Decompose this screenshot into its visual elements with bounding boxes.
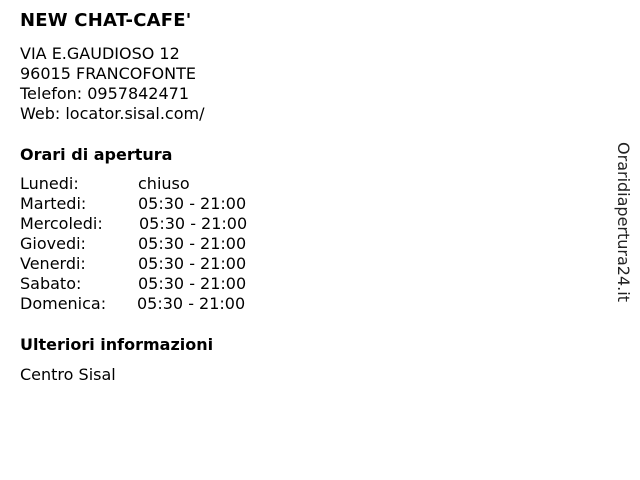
- store-address-block: [20, 44, 204, 124]
- day-hours: 05:30 - 21:00: [138, 194, 247, 213]
- day-label: Domenica:: [20, 294, 107, 313]
- day-hours: 05:30 - 21:00: [137, 294, 246, 313]
- day-label: Martedi:: [20, 194, 87, 213]
- day-label: Mercoledi:: [20, 214, 103, 233]
- additional-info-heading: Ulteriori informazioni: [20, 335, 214, 354]
- address-city: 96015 FRANCOFONTE: [20, 64, 196, 83]
- day-label: Venerdi:: [20, 254, 86, 273]
- day-hours: 05:30 - 21:00: [139, 214, 248, 233]
- day-label: Sabato:: [20, 274, 82, 293]
- day-label: Lunedi:: [20, 174, 79, 193]
- opening-hours-heading: Orari di apertura: [20, 145, 173, 164]
- phone-line: Telefon: 0957842471: [20, 84, 190, 103]
- brand-watermark: Oraridiapertura24.it: [614, 142, 633, 302]
- day-hours: 05:30 - 21:00: [138, 274, 247, 293]
- web-line: Web: locator.sisal.com/: [20, 104, 205, 123]
- day-label: Giovedi:: [20, 234, 86, 253]
- day-hours: 05:30 - 21:00: [138, 254, 247, 273]
- day-hours: chiuso: [138, 174, 190, 193]
- day-hours: 05:30 - 21:00: [138, 234, 247, 253]
- store-name: NEW CHAT-CAFE': [20, 10, 192, 31]
- additional-info-text: Centro Sisal: [20, 365, 116, 384]
- address-street: VIA E.GAUDIOSO 12: [20, 44, 180, 63]
